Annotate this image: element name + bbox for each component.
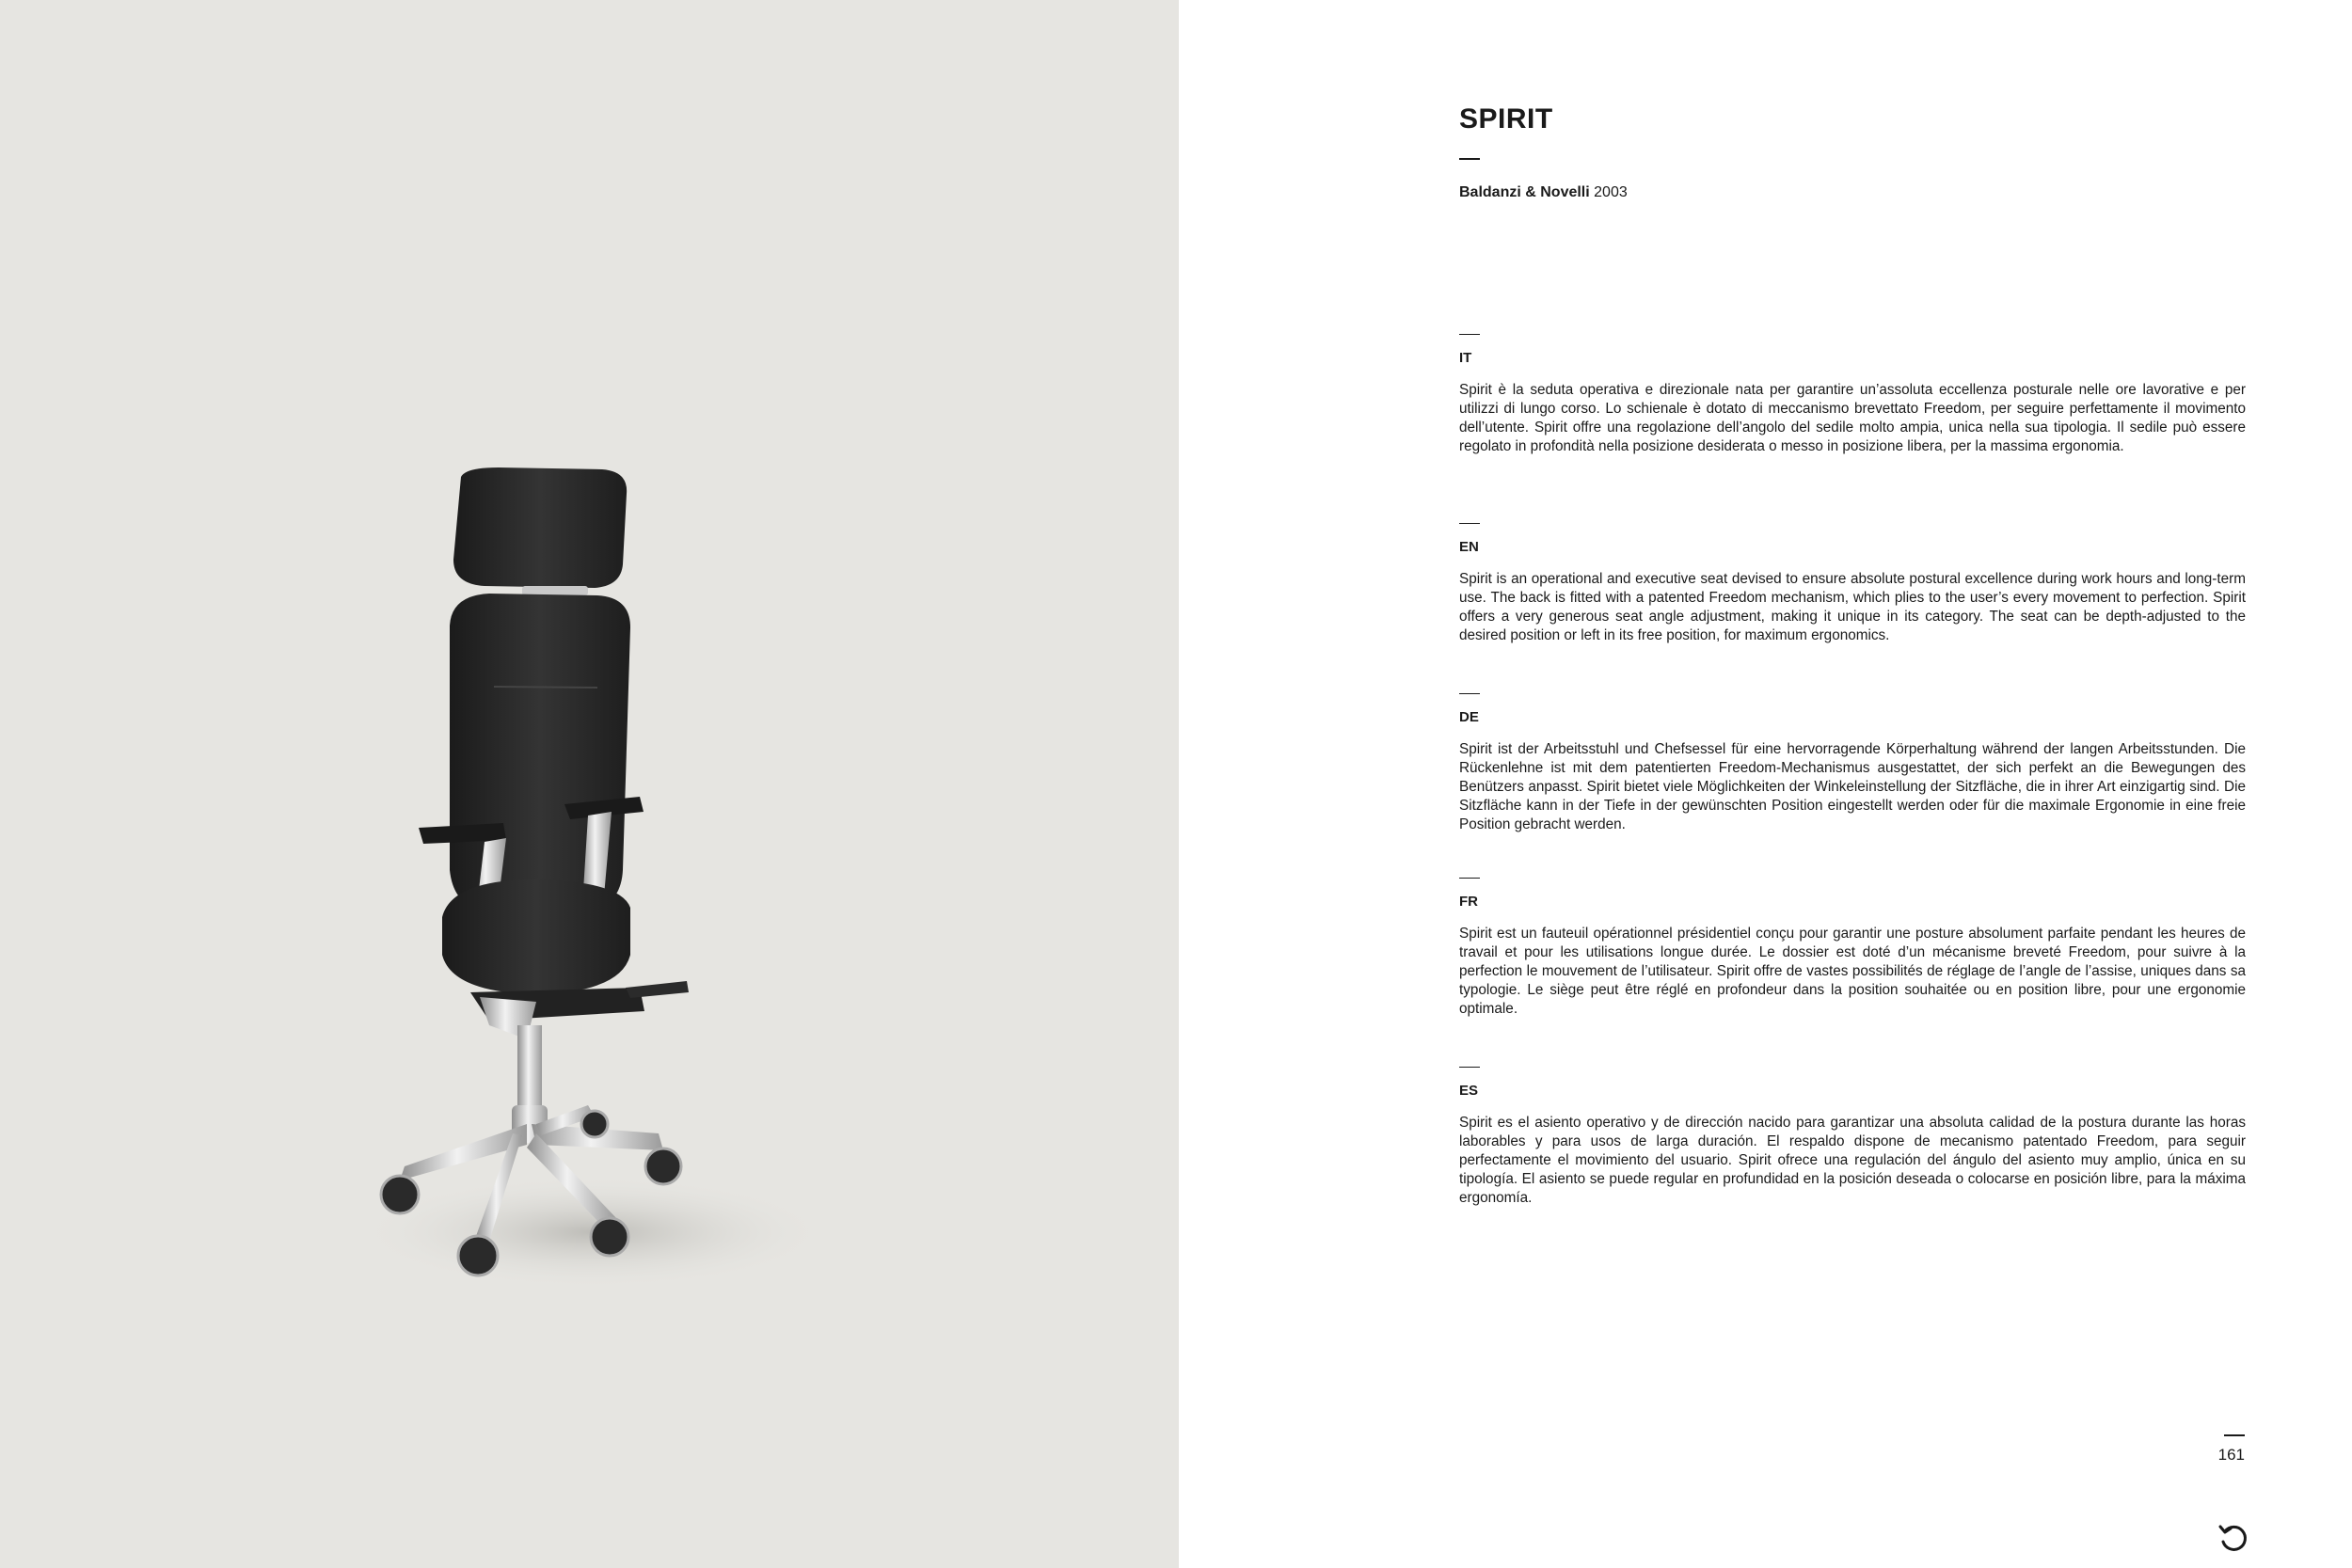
description-text: Spirit es el asiento operativo y de dirección nacido para garantizar una absoluta calidad de la postura durante las horas laborables y para usos de larga duración. El respaldo dispone de mecanismo patentado Freedom, para seguir perfectamente el movimiento del usuario. Spirit ofrece una regulación del ángulo del asiento muy amplio, única en su tipología. El asiento se puede regular en profundidad en la posición deseada o colocarse en posición libre, para la máxima ergonomía. — [1459, 1115, 2246, 1206]
language-label: IT — [1459, 350, 1472, 366]
refresh-icon[interactable] — [2217, 1521, 2250, 1555]
description-section-fr — [1459, 878, 2246, 1019]
section-divider — [1459, 523, 1480, 524]
page-number-divider — [2224, 1434, 2245, 1436]
description-text: Spirit est un fauteuil opérationnel présidentiel conçu pour garantir une posture absolument parfaite pendant les heures de travail et pour les utilisations longue durée. Le dossier est doté d’un mécanisme breveté Freedom, pour suivre à la perfection le mouvement de l’utilisateur. Spirit offre de vastes possibilités de réglage de l’angle de l’assise, uniques dans sa typologie. Le siège peut être réglé en profondeur dans la position souhaitée ou en position libre, pour une ergonomie optimale. — [1459, 926, 2246, 1017]
section-divider — [1459, 1067, 1480, 1068]
section-divider — [1459, 693, 1480, 694]
description-text: Spirit is an operational and executive seat devised to ensure absolute postural excellence during work hours and long-term use. The back is fitted with a patented Freedom mechanism, which plies to the user’s every movement to perfection. Spirit offers a very generous seat angle adjustment, making it unique in its category. The seat can be depth-adjusted to the desired position or left in its free position, for maximum ergonomics. — [1459, 571, 2246, 643]
office-chair-icon — [348, 466, 837, 1312]
description-text: Spirit ist der Arbeitsstuhl und Chefsessel für eine hervorragende Körperhaltung während der langen Arbeitsstunden. Die Rückenlehne ist mit dem patentierten Freedom-Mechanismus ausgestattet, der sich perfekt an die Bewegungen des Benützers anpasst. Spirit bietet viele Möglichkeiten der Winkeleinstellung der Sitzfläche, die in ihrer Art einzigartig sind. Die Sitzfläche kann in der Tiefe in der gewünschten Position eingestellt werden oder für die maximale Ergonomie in eine freie Position gebracht werden. — [1459, 741, 2246, 832]
design-year: 2003 — [1594, 184, 1628, 200]
language-label: DE — [1459, 709, 1479, 725]
description-text: Spirit è la seduta operativa e direzionale nata per garantire un’assoluta eccellenza posturale nelle ore lavorative e per utilizzi di lungo corso. Lo schienale è dotato di meccanismo brevettato Freedom, per seguire perfettamente il movimento dell’utente. Spirit offre una regolazione dell’angolo del sedile molto ampia, unica nella sua tipologia. Il sedile può essere regolato in profondità nella posizione desiderata o messo in posizione libera, per la massima ergonomia. — [1459, 382, 2246, 454]
designer-credit — [1459, 184, 1628, 201]
description-section-de — [1459, 693, 2246, 834]
language-label: EN — [1459, 539, 1479, 555]
page-number: 161 — [2217, 1446, 2245, 1464]
description-section-es — [1459, 1067, 2246, 1208]
description-section-it — [1459, 334, 2246, 456]
language-label: ES — [1459, 1083, 1479, 1099]
description-section-en — [1459, 523, 2246, 645]
section-divider — [1459, 334, 1480, 335]
section-divider — [1459, 878, 1480, 879]
designer-name: Baldanzi & Novelli — [1459, 184, 1590, 200]
product-title: SPIRIT — [1459, 103, 1553, 135]
title-divider — [1459, 158, 1480, 160]
language-label: FR — [1459, 894, 1478, 910]
